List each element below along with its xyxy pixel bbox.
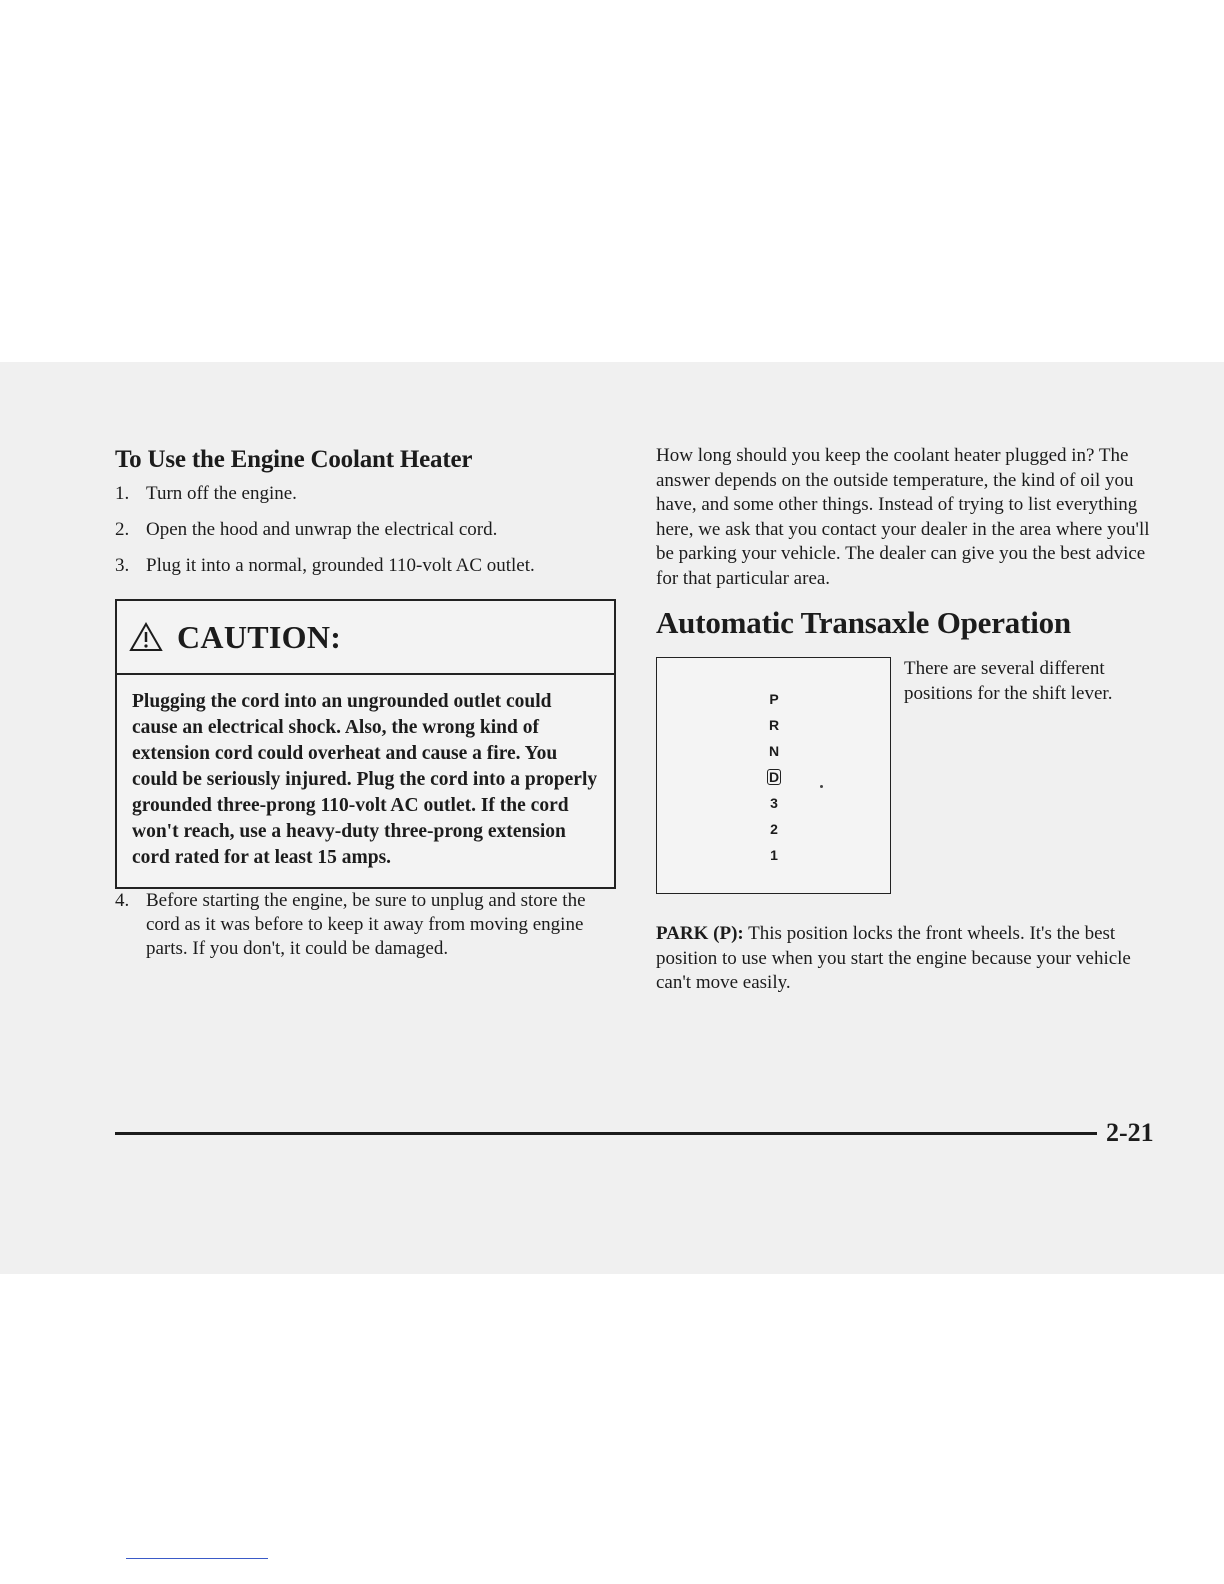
gear-position-2: 2 [770,821,778,837]
gear-position-1: 1 [770,847,778,863]
gear-position-3: 3 [770,795,778,811]
coolant-heater-duration-paragraph: How long should you keep the coolant heater plugged in? The answer depends on the outside temperature, the kind of oil you have, and some other things. Instead of trying to list everything here, we ask that you contact your dealer in the area where you'll be parking your vehicle. The dealer can give you the best advice for that particular area. [656,445,1150,589]
bottom-link-line [126,1558,268,1559]
list-item: 2. Open the hood and unwrap the electrical cord. [115,519,498,540]
section-heading-coolant-heater: To Use the Engine Coolant Heater [115,446,473,473]
list-item: 4. Before starting the engine, be sure to unplug and store the cord as it was before to keep it away from moving engine parts. If you don't, it could be damaged. [115,890,586,959]
left-column [115,440,620,973]
caution-header [117,601,614,675]
caution-box [115,599,616,889]
caution-text: Plugging the cord into an ungrounded outlet could cause an electrical shock. Also, the wrong kind of extension cord could overheat and cause a fire. You could be seriously injured. Plug the cord into a properly grounded three-prong 110-volt AC outlet. If the cord won't reach, use a heavy-duty three-prong extension cord rated for at least 15 amps. [132,691,598,868]
gear-position-p: P [769,691,779,707]
gear-position-n: N [768,743,780,759]
section-heading-transaxle: Automatic Transaxle Operation [656,605,1071,640]
list-item: 1. Turn off the engine. [115,483,297,504]
right-column [656,440,1156,996]
gear-position-d-container [765,764,783,790]
list-item: 3. Plug it into a normal, grounded 110-volt AC outlet. [115,555,535,576]
caution-title: CAUTION: [177,618,342,655]
steps-list-continued [115,889,620,961]
park-label: PARK (P): [656,923,744,944]
shift-positions-text: There are several different positions for the shift lever. [904,658,1113,704]
overdrive-dot [820,785,823,788]
shift-lever-diagram [656,657,891,894]
gear-position-d: D [768,769,780,785]
shift-lever-row [656,657,1156,894]
warning-triangle-icon [129,622,163,652]
gear-position-list [765,686,783,868]
footer-rule [115,1132,1097,1135]
steps-list [115,482,620,578]
park-description: This position locks the front wheels. It's the best position to use when you start the engine because your vehicle can't move easily. [656,923,1131,993]
page-number: 2-21 [1106,1118,1154,1147]
park-paragraph [656,922,1156,996]
gear-position-r: R [768,717,780,733]
